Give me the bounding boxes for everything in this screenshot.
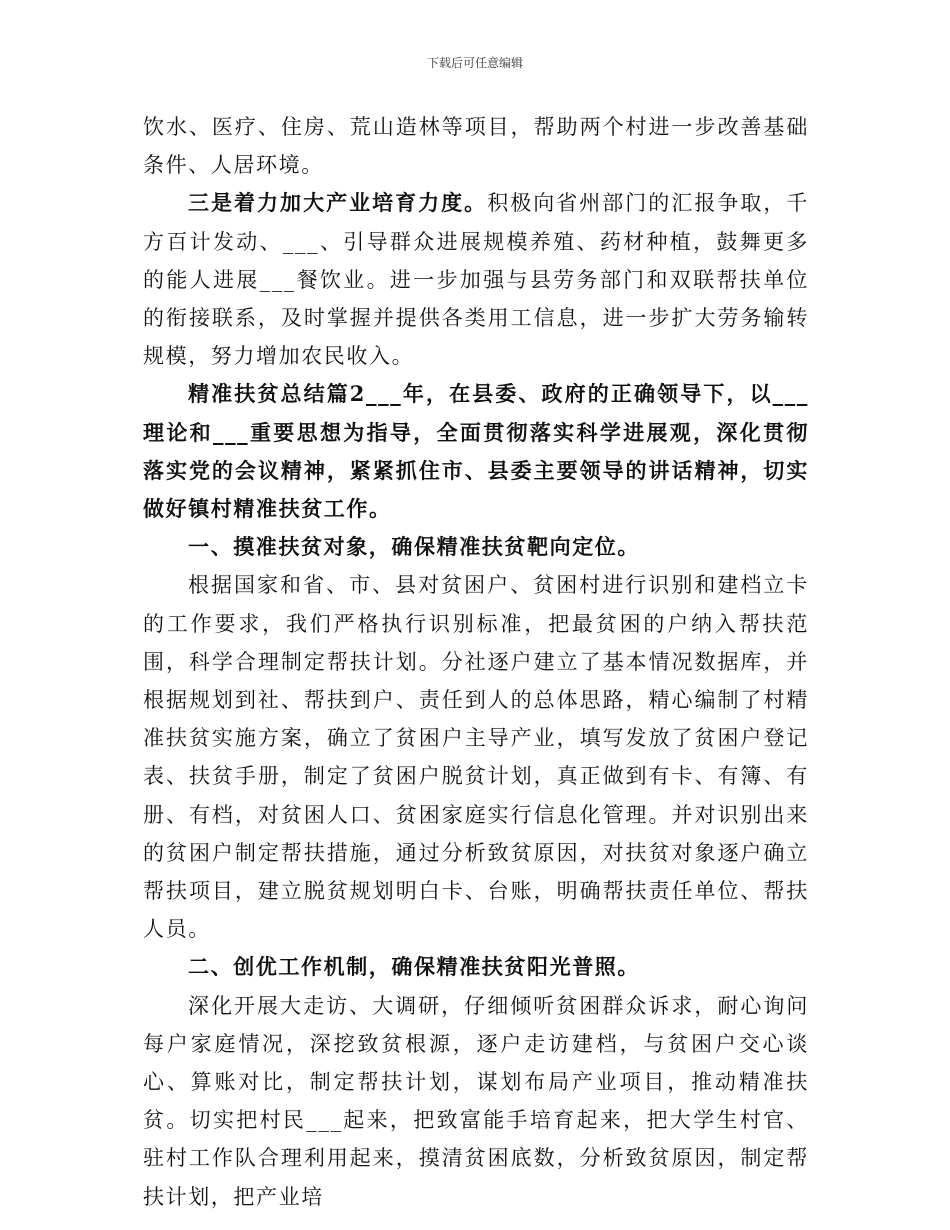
heading-text: 二、创优工作机制，确保精准扶贫阳光普照。 [188, 954, 640, 980]
paragraph-mechanism [143, 987, 809, 1216]
heading-one [143, 528, 809, 566]
document-body [143, 108, 809, 1216]
page-header: 下载后可任意编辑 [426, 56, 523, 70]
heading-two [143, 948, 809, 986]
paragraph-text: 精准扶贫总结篇2___年，在县委、政府的正确领导下，以___理论和___重要思想为指导，全面贯彻落实科学进展观，深化贯彻落实党的会议精神，紧紧抓住市、县委主要领导的讲话精神，切实做好镇村精准扶贫工作。 [143, 381, 809, 522]
section-title-summary [143, 375, 809, 528]
paragraph-text: 饮水、医疗、住房、荒山造林等项目，帮助两个村进一步改善基础条件、人居环境。 [143, 115, 809, 178]
paragraph-targets [143, 566, 809, 948]
heading-text: 一、摸准扶贫对象，确保精准扶贫靶向定位。 [188, 534, 640, 560]
paragraph-industry [143, 184, 809, 375]
paragraph-lead: 三是着力加大产业培育力度。 [188, 190, 488, 216]
paragraph-text: 积极向省州部门的汇报争取，千方百计发动、___、引导群众进展规模养殖、药材种植，鼓舞更多的能人进展___餐饮业。进一步加强与县劳务部门和双联帮扶单位的衔接联系，及时掌握并提供各类用工信息，进一步扩大劳务输转规模，努力增加农民收入。 [143, 191, 809, 369]
paragraph-text: 根据国家和省、市、县对贫困户、贫困村进行识别和建档立卡的工作要求，我们严格执行识别标准，把最贫困的户纳入帮扶范围，科学合理制定帮扶计划。分社逐户建立了基本情况数据库，并根据规划到社、帮扶到户、责任到人的总体思路，精心编制了村精准扶贫实施方案，确立了贫困户主导产业，填写发放了贫困户登记表、扶贫手册，制定了贫困户脱贫计划，真正做到有卡、有簿、有册、有档，对贫困人口、贫困家庭实行信息化管理。并对识别出来的贫困户制定帮扶措施，通过分析致贫原因，对扶贫对象逐户确立帮扶项目，建立脱贫规划明白卡、台账，明确帮扶责任单位、帮扶人员。 [143, 573, 809, 942]
paragraph-text: 深化开展大走访、大调研，仔细倾听贫困群众诉求，耐心询问每户家庭情况，深挖致贫根源，逐户走访建档，与贫困户交心谈心、算账对比，制定帮扶计划，谋划布局产业项目，推动精准扶贫。切实把村民___起来，把致富能手培育起来，把大学生村官、驻村工作队合理利用起来，摸清贫困底数，分析致贫原因，制定帮扶计划，把产业培 [143, 993, 809, 1209]
paragraph-continuation [143, 108, 809, 184]
